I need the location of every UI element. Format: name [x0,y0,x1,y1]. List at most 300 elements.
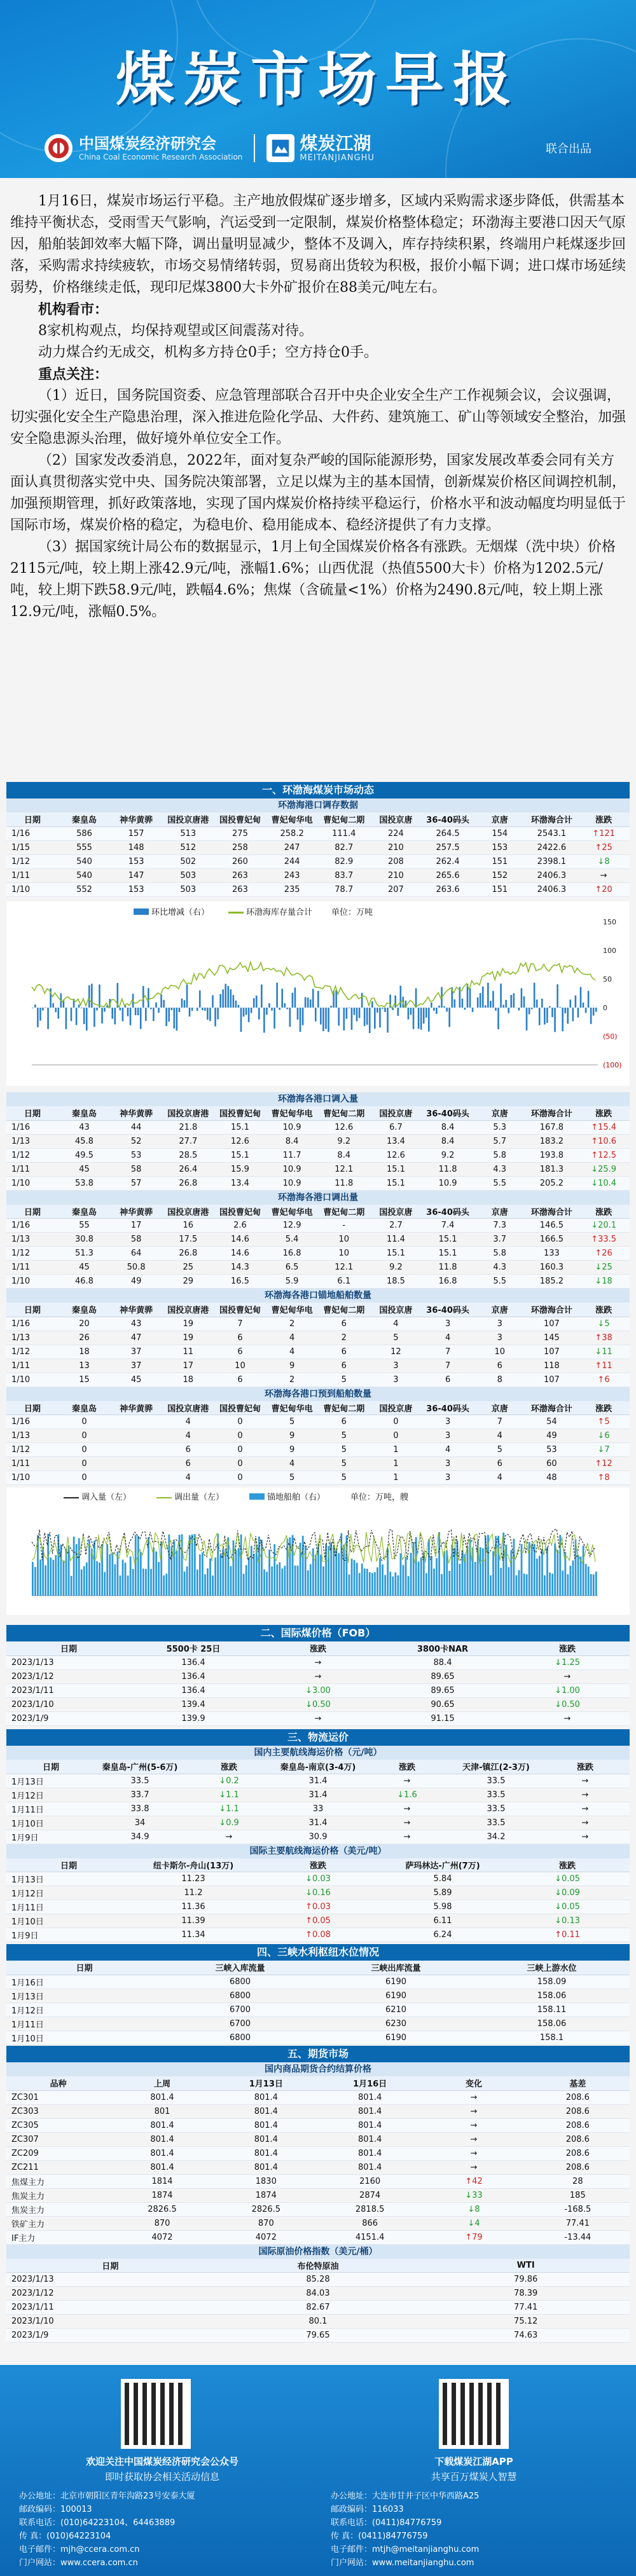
bar [413,1542,415,1596]
bar [155,1003,157,1008]
column-header: 曹妃甸华电 [266,1303,318,1317]
table-cell: 26.8 [162,1176,214,1190]
table-cell: 2406.3 [526,882,578,896]
table-cell: 54 [526,1415,578,1429]
table-cell: → [422,2132,525,2146]
data-table [6,2259,630,2343]
bar [377,1008,378,1013]
table-cell: 145 [526,1331,578,1345]
column-header: 秦皇岛-广州(5-6万) [95,1760,184,1774]
table-cell: 5.4 [266,1233,318,1247]
column-header: WTI [422,2259,630,2273]
bar [554,1544,556,1596]
table-cell: 1月11日 [6,1900,131,1914]
bar [382,1008,384,1009]
bar [320,1554,322,1596]
column-header: 国投曹妃甸 [214,1106,266,1120]
table-cell: 151 [474,882,526,896]
table-cell: 275 [214,826,266,840]
table-cell: 11.23 [131,1872,256,1886]
bar [510,1550,512,1596]
table-cell: 16 [162,1219,214,1233]
bar [389,1572,391,1596]
bar [142,1568,144,1596]
table-cell: 29 [162,1275,214,1289]
table-cell: 801.4 [318,2118,422,2132]
column-header: 曹妃甸二期 [318,1303,370,1317]
column-header: 日期 [6,1401,59,1415]
bar [351,1559,353,1596]
table-cell: 107 [526,1345,578,1359]
table-cell: 801.4 [318,2104,422,2118]
bar [197,1008,198,1011]
column-header: 基差 [526,2076,630,2090]
bar [513,993,515,1008]
bar [245,1008,247,1015]
bar [328,1008,329,1032]
footer-left-title: 欢迎关注中国煤炭经济研究会公众号 [85,2456,238,2467]
bar [86,1008,88,1031]
bar [580,987,582,1008]
table-cell [110,1457,162,1471]
bar [212,996,214,1008]
bar [199,990,201,1008]
table-cell: 82.9 [318,854,370,868]
table-row [6,1711,630,1725]
bar [153,1547,155,1596]
column-header: 国投曹妃甸 [214,1401,266,1415]
table-cell: 12.1 [318,1261,370,1275]
table-subtitle: 环渤海各港口调出量 [6,1191,630,1205]
table-cell: 146.5 [526,1219,578,1233]
table-cell: 78.7 [318,882,370,896]
table-row [6,1697,630,1711]
table-cell: ↑20 [577,882,630,896]
table-cell: 5.8 [474,1247,526,1261]
org1-name: 中国煤炭经济研究会 [79,135,216,153]
column-header: 日期 [6,1858,131,1872]
data-table [6,1760,630,1844]
table-row [6,2230,630,2244]
y-tick-label: 0 [603,1004,607,1012]
table-cell: 15.1 [422,1233,474,1247]
bar [546,1008,548,1023]
table-cell: 3 [422,1457,474,1471]
column-header: 36-40码头 [422,1401,474,1415]
bar [251,1008,252,1013]
table-cell: 1/10 [6,1275,59,1289]
bar [567,1574,569,1596]
table-cell: 7 [214,1317,266,1331]
table-cell: 33.5 [452,1788,541,1802]
table-cell: → [577,868,630,882]
table-cell: 7.4 [422,1219,474,1233]
table-cell: 1/11 [6,1261,59,1275]
column-header: 国投京唐 [370,812,422,826]
table-cell: 12.9 [266,1219,318,1233]
table-cell: ↑26 [577,1247,630,1261]
table-cell: 801.4 [318,2132,422,2146]
table-cell: 258 [214,840,266,854]
table-cell: 503 [162,882,214,896]
table-cell: 801.4 [110,2090,214,2104]
bar [410,1552,412,1596]
table-row [6,2003,630,2017]
column-header: 国投京唐港 [162,812,214,826]
column-header: 曹妃甸二期 [318,1205,370,1219]
bar [47,1534,49,1596]
column-header: 国投曹妃甸 [214,1303,266,1317]
table-cell: ↓18 [577,1275,630,1289]
bar [34,1567,36,1596]
table-subtitle: 国内商品期货合约结算价格 [6,2062,630,2076]
table-cell: 12.6 [370,1148,422,1162]
table-cell: 30.9 [273,1830,363,1844]
bar [585,1008,587,1013]
column-header: 日期 [6,1205,59,1219]
bar [101,1008,103,1024]
footer-contact-line: 办公地址：北京市朝阳区青年沟路23号安泰大厦 [19,2491,195,2501]
bar [523,996,525,1008]
table-cell: 2023/1/9 [6,2329,214,2343]
column-header: 环渤海合计 [526,1106,578,1120]
bar [387,1549,389,1596]
table-cell: 90.65 [380,1697,505,1711]
table-cell: 2023/1/10 [6,2315,214,2329]
table-cell: 11.8 [318,1176,370,1190]
bar [425,1573,427,1596]
bar [366,1569,368,1596]
table-cell: 1/12 [6,1345,59,1359]
table-cell: 6 [474,1457,526,1471]
bar [541,999,543,1008]
table-cell: 801.4 [318,2146,422,2160]
bar [176,1551,178,1596]
footer-contact-line: 电子邮件：mtjh@meitanjianghu.com [331,2545,480,2554]
bar [179,1008,181,1012]
table-row [6,2174,630,2188]
table-cell: 14.6 [214,1247,266,1261]
bar [248,1008,250,1022]
bar [78,1004,80,1008]
bar [408,1008,410,1020]
bar [356,1563,358,1596]
bar [114,1008,116,1024]
bar [307,997,309,1008]
table-cell: 26.4 [162,1162,214,1176]
table-cell: ↑0.08 [256,1928,380,1942]
table-cell: ↑11 [577,1359,630,1373]
table-cell: 801.4 [214,2160,318,2174]
bar [572,1008,574,1021]
table-cell: 0 [59,1443,111,1457]
bar [199,1554,201,1596]
table-cell: ↓0.9 [184,1816,273,1830]
footer [0,2365,636,2576]
table-cell: ↓1.1 [184,1788,273,1802]
table-row [6,1900,630,1914]
bar [431,1003,432,1008]
column-header: 36-40码头 [422,1303,474,1317]
table-cell: 15.1 [214,1148,266,1162]
bar [588,1566,590,1596]
table-row [6,1429,630,1443]
bar [346,1008,348,1019]
bar [585,1564,587,1596]
table-cell: 7.3 [474,1219,526,1233]
table-cell: 4 [474,1429,526,1443]
table-row [6,2301,630,2315]
column-header: 曹妃甸华电 [266,1106,318,1120]
table-cell: → [541,1816,630,1830]
bar [459,1564,461,1596]
column-header: 京唐 [474,1401,526,1415]
table-cell: 10.9 [266,1176,318,1190]
bar [500,983,502,1008]
table-cell: 77.41 [422,2301,630,2315]
logistics-section [6,1729,630,1942]
table-cell: 45.8 [59,1134,111,1148]
table-cell: 33 [273,1802,363,1816]
table-cell: 焦炭主力 [6,2188,110,2202]
table-cell: 8.4 [422,1134,474,1148]
table-subtitle: 环渤海各港口调入量 [6,1092,630,1106]
table-row [6,1219,630,1233]
bar [536,999,538,1008]
table-cell: 0 [214,1429,266,1443]
bar [441,1574,443,1596]
bar [263,1008,265,1032]
bar [322,1566,324,1596]
table-cell: 185 [526,2188,630,2202]
bar [294,1566,296,1596]
table-cell [110,1443,162,1457]
table-cell: 10 [318,1233,370,1247]
column-header: 环渤海合计 [526,1401,578,1415]
table-cell: 2160 [318,2174,422,2188]
table-cell: 133 [526,1247,578,1261]
bar [165,1573,167,1596]
table-row [6,2031,630,2045]
bar [137,1536,139,1596]
table-cell: 801.4 [318,2090,422,2104]
table-cell: 2406.3 [526,868,578,882]
bar [374,1008,376,1029]
intl-coal-price-section [6,1625,630,1726]
table-cell: → [541,1788,630,1802]
table-cell: → [256,1669,380,1683]
table-cell: 11.8 [422,1261,474,1275]
bar [243,1574,245,1596]
column-header: 秦皇岛 [59,1205,111,1219]
footer-contact-line: 门户网站：www.ccera.com.cn [19,2558,138,2568]
bar [531,1544,533,1596]
table-cell: 5 [318,1373,370,1387]
bar [170,1008,172,1010]
bar [521,988,523,1008]
footer-left-subtitle: 即时获取协会相关活动信息 [104,2471,219,2483]
column-header: 36-40码头 [422,1205,474,1219]
table-cell: 53 [526,1443,578,1457]
table-cell: → [256,1711,380,1725]
table-cell: 0 [214,1471,266,1485]
table-cell: ↓25 [577,1261,630,1275]
bar [492,991,494,1008]
table-cell: 111.4 [318,826,370,840]
bar [431,1556,432,1596]
bar [433,1008,435,1011]
column-header: 萨玛林达-广州(7万) [380,1858,505,1872]
table-cell: 17 [162,1359,214,1373]
bar [111,1553,113,1596]
table-subtitle: 环渤海各港口预到船舶数量 [6,1387,630,1401]
table-cell: 25 [162,1261,214,1275]
bar [160,994,162,1008]
table-cell: ↑10.6 [577,1134,630,1148]
y-tick-label: (100) [603,1061,622,1069]
table-cell: 8.4 [318,1148,370,1162]
bar [168,1008,170,1022]
table-cell: ↓0.50 [505,1697,630,1711]
table-cell: 586 [59,826,111,840]
bar [219,994,221,1008]
bar [207,1568,209,1596]
table-cell: 3 [370,1359,422,1373]
bar [34,1004,36,1008]
table-cell: 89.65 [380,1669,505,1683]
bar [78,1538,80,1596]
bar [408,1576,410,1596]
table-cell: 77.41 [526,2216,630,2230]
table-cell: 224 [370,826,422,840]
table-cell: 34.2 [452,1830,541,1844]
table-cell: 52 [110,1134,162,1148]
table-cell: 0 [370,1415,422,1429]
table-cell: → [422,2104,525,2118]
table-cell: 47 [110,1331,162,1345]
table-cell: 208 [370,854,422,868]
table-cell: 265.6 [422,868,474,882]
table-cell: ↑0.05 [256,1914,380,1928]
column-header: 秦皇岛 [59,1401,111,1415]
table-cell: 5 [474,1443,526,1457]
table-cell: 2023/1/11 [6,1683,131,1697]
table-cell: 6 [318,1359,370,1373]
bar [438,1006,440,1008]
joint-production-label: 联合出品 [546,142,591,156]
bar [71,1008,73,1021]
bar [83,1566,85,1596]
table-cell: 33.7 [95,1788,184,1802]
table-cell: 552 [59,882,111,896]
bar [305,1545,307,1596]
bar [214,1558,216,1596]
bar [433,1568,435,1596]
table-cell: 5.84 [380,1872,505,1886]
y-tick-label: 150 [603,918,616,926]
bar [343,1545,345,1596]
table-cell: 10.9 [266,1162,318,1176]
bar [394,1572,396,1596]
table-cell: 4 [162,1429,214,1443]
column-header: 3800卡NAR [380,1641,505,1655]
bar [225,984,226,1008]
bar [513,1538,515,1596]
table-cell: 37 [110,1359,162,1373]
table-cell: 27.7 [162,1134,214,1148]
table-cell: 82.67 [214,2301,422,2315]
bar [273,1544,275,1596]
table-cell: 235 [266,882,318,896]
divider [254,134,255,162]
bar [423,1008,425,1024]
table-cell: 0 [214,1443,266,1457]
bar [425,1008,427,1018]
bar [117,1552,119,1596]
summary-paragraph: （2）国家发改委消息，2022年，面对复杂严峻的国际能源形势，国家发展改革委会同有关方面认真贯彻落实党中央、国务院决策部署，立足以煤为主的基本国情，创新煤炭价格区间调控机制，加强预期管理，抓好政策落地，实现了国内煤炭价格持续平稳运行，价格水平和波动幅度均明显低于国际市场，煤炭价格的稳定，为稳电价、稳用能成本、稳经济提供了有力支撑。 [10,453,626,533]
table-cell: 5 [266,1415,318,1429]
y-tick-label: 50 [603,975,612,983]
bar [556,984,558,1008]
table-row [6,2090,630,2104]
bar [186,985,188,1008]
bar [266,1008,268,1015]
bar [495,1008,497,1011]
table-cell: 0 [214,1415,266,1429]
bar [66,1008,67,1029]
bar [428,1008,430,1032]
bar [551,1008,553,1017]
bar [73,1537,75,1596]
ccera-qr-code[interactable] [121,2379,191,2449]
table-cell: 801.4 [110,2160,214,2174]
bar [165,1008,167,1026]
table-cell: 53 [110,1148,162,1162]
table-cell: 513 [162,826,214,840]
table-cell: 1/12 [6,1443,59,1457]
table-cell: 11.7 [266,1148,318,1162]
bar [240,1535,242,1596]
column-header: 曹妃甸二期 [318,1106,370,1120]
table-cell: ↑5 [577,1415,630,1429]
inventory-chart-svg [6,915,630,1087]
bar [93,1008,95,1027]
bar [539,1556,541,1596]
bar [55,1008,57,1012]
bar [125,1563,127,1596]
app-qr-code[interactable] [439,2379,509,2449]
bar [81,1570,83,1596]
table-cell: 6.7 [370,1120,422,1134]
table-cell: 33.5 [452,1816,541,1830]
table-row [6,1233,630,1247]
table-cell: 257.5 [422,840,474,854]
bar [531,1008,533,1010]
table-row [6,1275,630,1289]
table-cell: 208.6 [526,2118,630,2132]
column-header: 日期 [6,1106,59,1120]
table-cell: 243 [266,868,318,882]
bar [153,1008,155,1021]
bar [99,1563,100,1596]
table-cell: → [422,2090,525,2104]
table-cell: ↓1.25 [505,1655,630,1669]
table-cell: 10 [214,1359,266,1373]
bar [145,1008,147,1021]
table-cell: ↓6 [577,1429,630,1443]
table-cell: 6800 [162,2031,318,2045]
org2-english-name: MEITANJIANGHU [300,153,375,163]
